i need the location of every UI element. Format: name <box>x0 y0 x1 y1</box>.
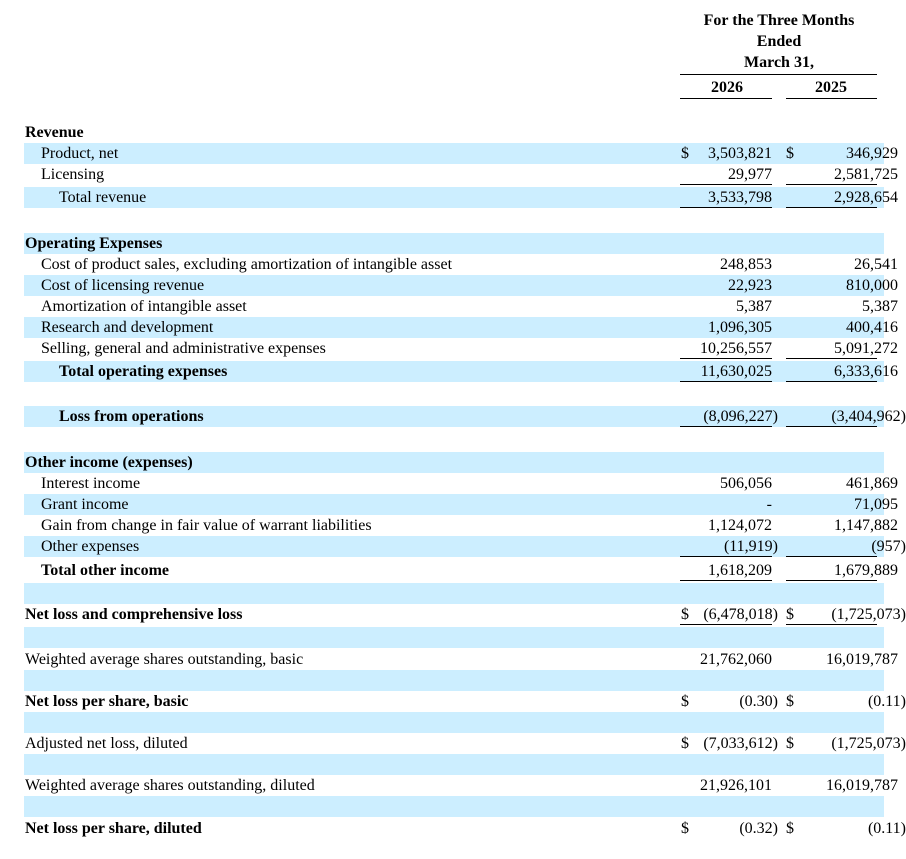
row-label: Weighted average shares outstanding, basic <box>25 651 304 668</box>
row-label: Other income (expenses) <box>25 454 193 471</box>
currency-symbol: $ <box>681 145 689 162</box>
row-amortization <box>24 296 898 317</box>
column-header-2025: 2025 <box>815 79 847 96</box>
row-label: Amortization of intangible asset <box>41 298 247 315</box>
value-2025: (957) <box>871 538 906 555</box>
value-2025: (0.11) <box>867 693 906 710</box>
value-2026: (8,096,227) <box>703 408 778 425</box>
value-2026: 1,096,305 <box>708 319 772 336</box>
spacer-row <box>24 712 884 733</box>
value-2025: 71,095 <box>854 496 898 513</box>
double-underline-2026 <box>680 624 772 625</box>
value-2025: 2,928,654 <box>834 189 898 206</box>
row-label: Loss from operations <box>59 408 204 425</box>
value-2025: (1,725,073) <box>831 606 906 623</box>
period-header-line2: Ended <box>756 33 802 50</box>
value-2026: 21,762,060 <box>700 651 772 668</box>
section-header-revenue <box>24 122 884 143</box>
currency-symbol: $ <box>681 693 689 710</box>
value-2025: 810,000 <box>846 277 898 294</box>
value-2026: 10,256,557 <box>700 340 772 357</box>
section-header-operating-expenses <box>24 233 884 254</box>
value-2025: 400,416 <box>846 319 898 336</box>
double-underline-2025 <box>786 624 877 625</box>
value-2025: 5,387 <box>862 298 898 315</box>
total-underline-2025 <box>786 426 877 427</box>
row-label: Gain from change in fair value of warrant liabilities <box>41 517 372 534</box>
row-label: Product, net <box>41 145 119 162</box>
currency-symbol: $ <box>786 820 794 837</box>
value-2026: (0.32) <box>739 820 778 837</box>
row-label: Net loss per share, diluted <box>25 820 202 837</box>
currency-symbol: $ <box>786 693 794 710</box>
total-underline-2026 <box>680 426 772 427</box>
currency-symbol: $ <box>681 735 689 752</box>
value-2026: (7,033,612) <box>703 735 778 752</box>
value-2025: 5,091,272 <box>834 340 898 357</box>
period-header-rule <box>680 74 877 75</box>
currency-symbol: $ <box>786 735 794 752</box>
value-2026: 22,923 <box>728 277 772 294</box>
row-net-loss-per-share-basic <box>24 691 906 712</box>
row-net-loss-per-share-diluted <box>24 818 906 839</box>
period-header-line3: March 31, <box>744 54 814 71</box>
row-label: Adjusted net loss, diluted <box>25 735 188 752</box>
spacer-row <box>24 796 884 817</box>
value-2026: 506,056 <box>720 475 772 492</box>
spacer-row <box>24 754 884 775</box>
row-cost-of-product-sales <box>24 254 898 275</box>
underline-2026 <box>680 358 772 359</box>
row-label: Interest income <box>41 475 141 492</box>
row-label: Cost of licensing revenue <box>41 277 205 294</box>
total-underline-2025 <box>786 207 877 208</box>
value-2025: 16,019,787 <box>826 651 898 668</box>
column-header-rule-2025 <box>786 98 877 99</box>
value-2026: 11,630,025 <box>700 363 772 380</box>
value-2026: - <box>766 496 772 513</box>
row-label: Total revenue <box>59 189 147 206</box>
value-2026: (0.30) <box>739 693 778 710</box>
section-header-other-income <box>24 452 884 473</box>
row-label: Net loss per share, basic <box>25 693 189 710</box>
row-interest-income <box>24 473 898 494</box>
row-product-net <box>24 143 898 164</box>
currency-symbol: $ <box>681 606 689 623</box>
value-2026: 29,977 <box>728 166 772 183</box>
row-label: Grant income <box>41 496 129 513</box>
row-label: Total operating expenses <box>59 363 228 380</box>
value-2026: 248,853 <box>720 256 772 273</box>
row-sga-expenses <box>24 338 898 359</box>
row-total-revenue <box>24 187 898 208</box>
row-label: Revenue <box>25 124 84 141</box>
row-licensing <box>24 164 898 185</box>
total-underline-2026 <box>680 580 772 581</box>
row-label: Other expenses <box>41 538 140 555</box>
period-header-line1: For the Three Months <box>703 12 855 29</box>
total-underline-2026 <box>680 207 772 208</box>
spacer-row <box>24 670 884 691</box>
value-2025: 2,581,725 <box>834 166 898 183</box>
value-2026: 5,387 <box>736 298 772 315</box>
row-label: Research and development <box>41 319 214 336</box>
row-label: Selling, general and administrative expenses <box>41 340 326 357</box>
value-2026: 3,503,821 <box>708 145 772 162</box>
row-gain-fair-value-warrant <box>24 515 898 536</box>
value-2026: 3,533,798 <box>708 189 772 206</box>
column-header-rule-2026 <box>680 98 772 99</box>
value-2025: 16,019,787 <box>826 777 898 794</box>
row-cost-of-licensing-revenue <box>24 275 898 296</box>
row-label: Net loss and comprehensive loss <box>25 606 243 623</box>
underline-2025 <box>786 358 877 359</box>
value-2025: 346,929 <box>846 145 898 162</box>
total-underline-2025 <box>786 580 877 581</box>
currency-symbol: $ <box>786 606 794 623</box>
value-2026: (6,478,018) <box>703 606 778 623</box>
row-loss-from-operations <box>24 406 906 427</box>
value-2025: 26,541 <box>854 256 898 273</box>
row-weighted-shares-diluted <box>24 775 898 796</box>
value-2025: (0.11) <box>867 820 906 837</box>
value-2025: 461,869 <box>846 475 898 492</box>
row-total-other-income <box>24 560 898 581</box>
row-research-development <box>24 317 898 338</box>
total-underline-2025 <box>786 381 877 382</box>
value-2025: 1,147,882 <box>834 517 898 534</box>
spacer-row <box>24 583 884 604</box>
underline-2026 <box>680 184 772 185</box>
row-grant-income <box>24 494 898 515</box>
value-2026: 1,124,072 <box>708 517 772 534</box>
underline-2025 <box>786 184 877 185</box>
currency-symbol: $ <box>681 820 689 837</box>
currency-symbol: $ <box>786 145 794 162</box>
row-label: Licensing <box>41 166 105 183</box>
value-2026: (11,919) <box>723 538 778 555</box>
row-label: Weighted average shares outstanding, diluted <box>25 777 315 794</box>
value-2025: (1,725,073) <box>831 735 906 752</box>
row-net-loss <box>24 604 906 625</box>
value-2025: (3,404,962) <box>831 408 906 425</box>
row-adjusted-net-loss-diluted <box>24 733 906 754</box>
row-label: Total other income <box>41 562 169 579</box>
underline-2025 <box>786 556 877 557</box>
row-label: Operating Expenses <box>25 235 163 252</box>
value-2025: 6,333,616 <box>834 363 898 380</box>
spacer-row <box>24 627 884 648</box>
row-other-expenses <box>24 536 906 557</box>
column-header-2026: 2026 <box>711 79 743 96</box>
value-2025: 1,679,889 <box>834 562 898 579</box>
row-weighted-shares-basic <box>24 649 898 670</box>
row-total-operating-expenses <box>24 361 898 382</box>
value-2026: 1,618,209 <box>708 562 772 579</box>
row-label: Cost of product sales, excluding amortization of intangible asset <box>41 256 453 273</box>
value-2026: 21,926,101 <box>700 777 772 794</box>
underline-2026 <box>680 556 772 557</box>
total-underline-2026 <box>680 381 772 382</box>
